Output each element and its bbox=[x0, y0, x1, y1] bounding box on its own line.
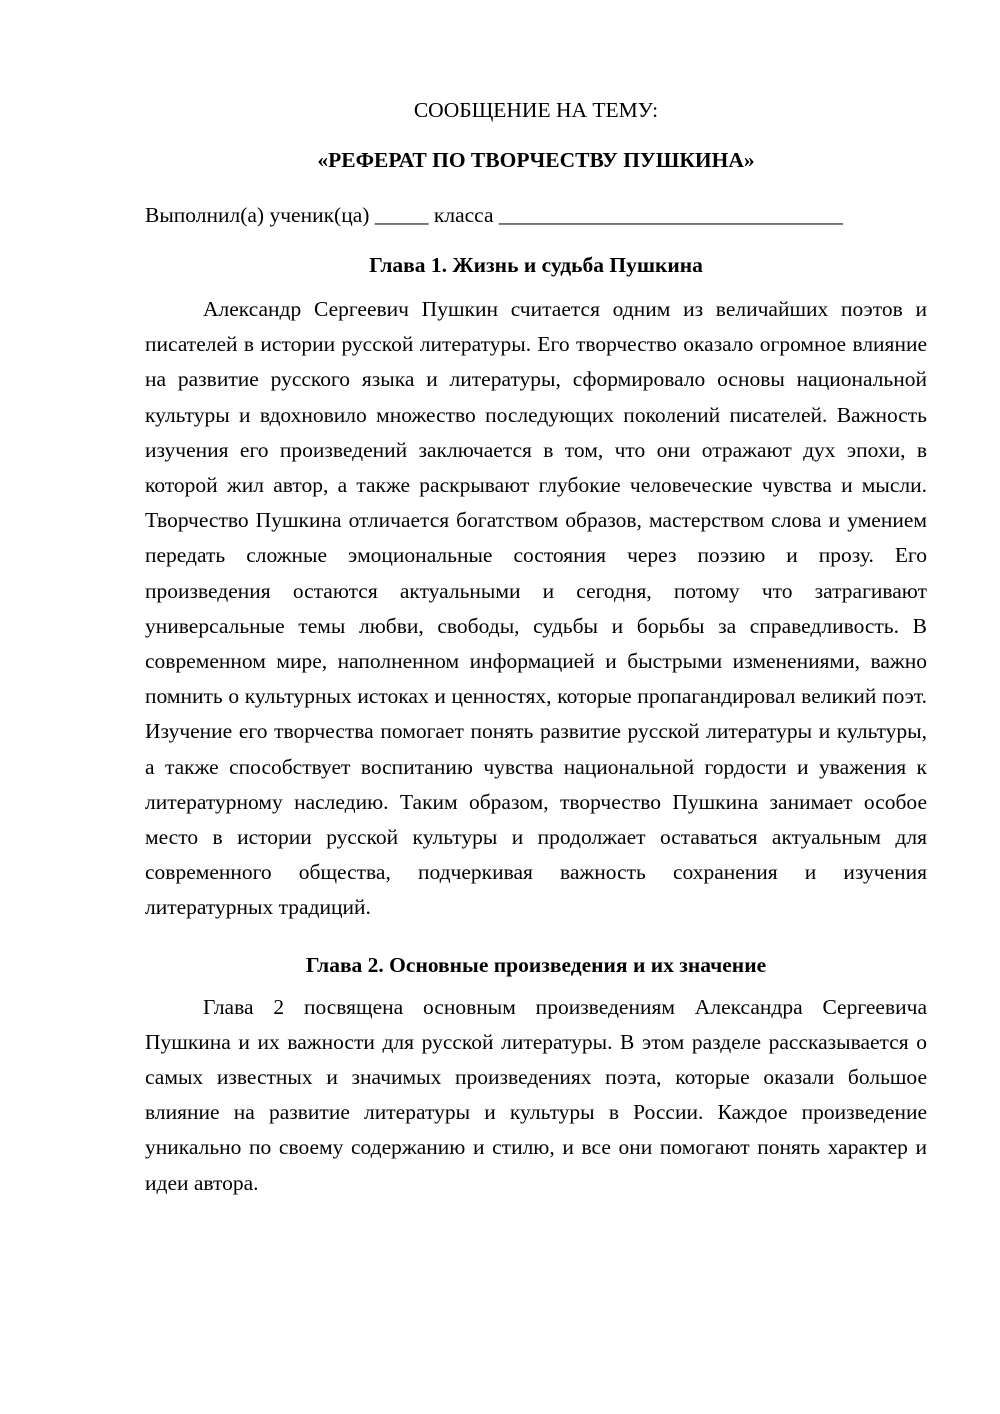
document-title-line-1: СООБЩЕНИЕ НА ТЕМУ: bbox=[413, 98, 659, 122]
chapter-2-paragraph: Глава 2 посвящена основным произведениям Александра Сергеевича Пушкина и их важности для русской литературы. В этом разделе рассказывается о самых известных и значимых произведениях поэта, которые оказали большое влияние на развитие литературы и культуры в России. Каждое произведение уникально по своему содержанию и стилю, и все они помогают понять характер и идеи автора. bbox=[145, 994, 927, 1195]
chapter-2-heading: Глава 2. Основные произведения и их значение bbox=[305, 952, 767, 977]
chapter-1-heading: Глава 1. Жизнь и судьба Пушкина bbox=[369, 253, 703, 277]
document-title-line-2: «РЕФЕРАТ ПО ТВОРЧЕСТВУ ПУШКИНА» bbox=[317, 148, 755, 172]
author-line: Выполнил(а) ученик(ца) _____ класса ________________________________ bbox=[145, 203, 843, 227]
chapter-1-paragraph: Александр Сергеевич Пушкин считается одним из величайших поэтов и писателей в истории русской литературы. Его творчество оказало огромное влияние на развитие русского языка и литературы, сформировало основы национальной культуры и вдохновило множество последующих поколений писателей. Важность изучения его произведений заключается в том, что они отражают дух эпохи, в которой жил автор, а также раскрывают глубокие человеческие чувства и мысли. Творчество Пушкина отличается богатством образов, мастерством слова и умением передать сложные эмоциональные состояния через поэзию и прозу. Его произведения остаются актуальными и сегодня, потому что затрагивают универсальные темы любви, свободы, судьбы и борьбы за справедливость. В современном мире, наполненном информацией и быстрыми изменениями, важно помнить о культурных истоках и ценностях, которые пропагандировал великий поэт. Изучение его творчества помогает понять развитие русской литературы и культуры, а также способствует воспитанию чувства национальной гордости и уважения к литературному наследию. Таким образом, творчество Пушкина занимает особое место в истории русской культуры и продолжает оставаться актуальным для современного общества, подчеркивая важность сохранения и изучения литературных традиций. bbox=[145, 297, 927, 920]
document-page bbox=[145, 95, 927, 1201]
